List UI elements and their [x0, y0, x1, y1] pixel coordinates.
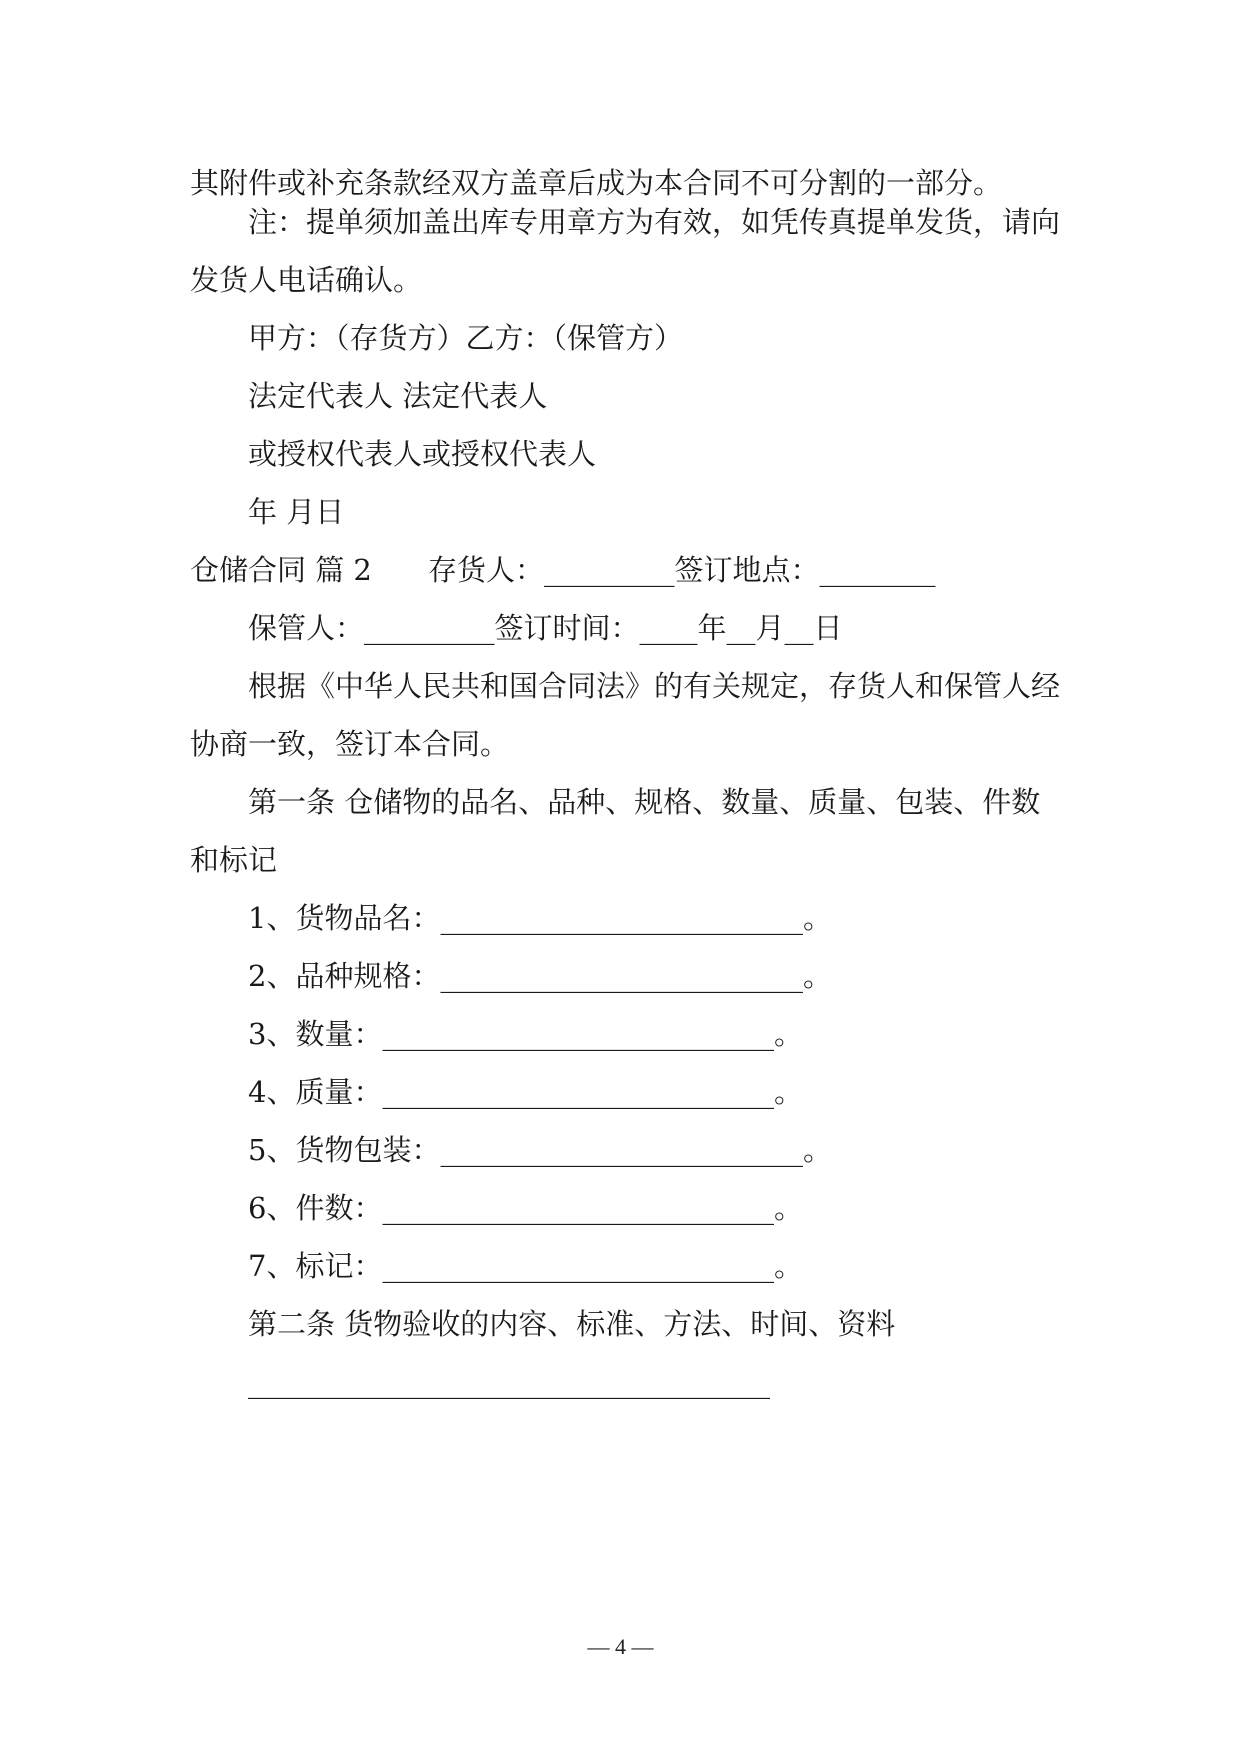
- list-item: 6、件数：___________________________。: [248, 1191, 803, 1225]
- article-heading-cont: 和标记: [190, 843, 278, 877]
- article-heading: 第二条 货物验收的内容、标准、方法、时间、资料: [248, 1307, 896, 1341]
- note-line-cont: 发货人电话确认。: [190, 263, 423, 297]
- blank-fill-line: ____________________________________: [248, 1365, 770, 1399]
- authorized-rep-line: 或授权代表人或授权代表人: [248, 437, 597, 471]
- parties-line: 甲方：（存货方）乙方：（保管方）: [248, 321, 684, 355]
- page-number: — 4 —: [587, 1634, 654, 1659]
- list-item: 7、标记：___________________________。: [248, 1249, 803, 1283]
- list-item: 5、货物包装：_________________________。: [248, 1133, 832, 1167]
- legal-rep-line: 法定代表人 法定代表人: [248, 379, 548, 413]
- section-title: 仓储合同 篇 2: [190, 553, 372, 587]
- article-heading: 第一条 仓储物的品名、品种、规格、数量、质量、包装、件数: [248, 785, 1041, 819]
- paragraph-line: 协商一致，签订本合同。: [190, 727, 510, 761]
- paragraph-line: 根据《中华人民共和国合同法》的有关规定，存货人和保管人经: [248, 669, 1061, 703]
- depositor-field-line: 存货人：_________签订地点：________: [428, 553, 936, 587]
- date-line: 年 月日: [248, 495, 345, 529]
- list-item: 3、数量：___________________________。: [248, 1017, 803, 1051]
- list-item: 1、货物品名：_________________________。: [248, 901, 832, 935]
- keeper-field-line: 保管人：_________签订时间：____年__月__日: [248, 611, 843, 645]
- paragraph-line: 其附件或补充条款经双方盖章后成为本合同不可分割的一部分。: [190, 166, 1003, 200]
- list-item: 2、品种规格：_________________________。: [248, 959, 832, 993]
- note-line: 注：提单须加盖出库专用章方为有效，如凭传真提单发货，请向: [248, 205, 1061, 239]
- list-item: 4、质量：___________________________。: [248, 1075, 803, 1109]
